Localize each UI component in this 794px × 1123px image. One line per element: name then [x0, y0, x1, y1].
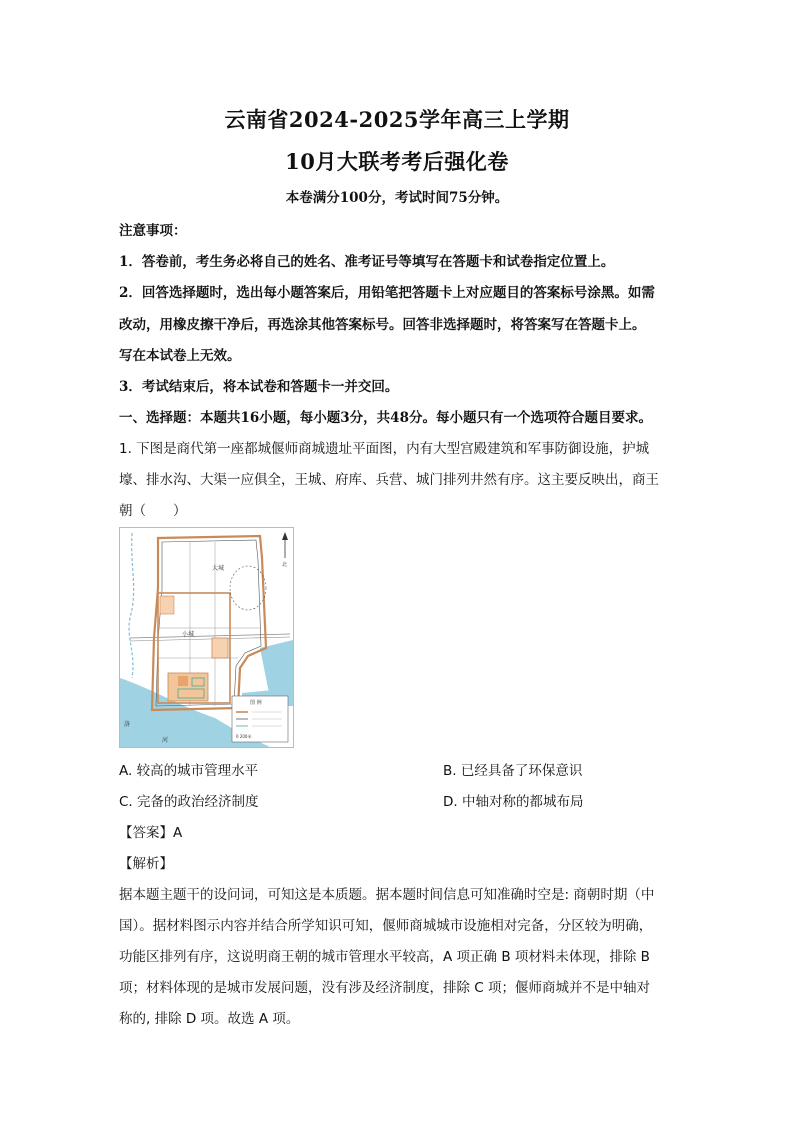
option-a[interactable]: A. 较高的城市管理水平 — [119, 763, 259, 779]
notes-item-2-line1: 2．回答选择题时，选出每小题答案后，用铅笔把答题卡上对应题目的答案标号涂黑。如需 — [119, 285, 655, 301]
analysis-line-5: 称的, 排除 D 项。故选 A 项。 — [119, 1011, 300, 1027]
analysis-line-4: 项；材料体现的是城市发展问题，没有涉及经济制度，排除 C 项；偃师商城并不是中轴对 — [119, 980, 651, 996]
exam-subtitle: 本卷满分100分，考试时间75分钟。 — [285, 190, 509, 206]
option-b[interactable]: B. 已经具备了环保意识 — [443, 763, 583, 779]
question-1-stem-line1: 1. 下图是商代第一座都城偃师商城遗址平面图，内有大型宫殿建筑和军事防御设施，护城 — [119, 441, 650, 457]
analysis-line-3: 功能区排列有序，这说明商王朝的城市管理水平较高，A 项正确 B 项材料未体现，排除 B — [119, 949, 650, 965]
legend-title: 图 例 — [250, 700, 262, 706]
map-label-north: 北 — [282, 562, 288, 568]
notes-item-2-line3: 写在本试卷上无效。 — [119, 348, 241, 364]
exam-title-line2: 10月大联考考后强化卷 — [285, 149, 509, 174]
map-label-river-2: 河 — [162, 737, 169, 744]
option-d[interactable]: D. 中轴对称的都城布局 — [443, 794, 584, 810]
palace-block — [178, 676, 188, 686]
question-1-stem-line3: 朝（ ） — [119, 503, 187, 519]
answer-label: 【答案】A — [119, 825, 183, 841]
notes-item-2-line2: 改动，用橡皮擦干净后，再选涂其他答案标号。回答非选择题时，将答案写在答题卡上。 — [119, 317, 646, 333]
analysis-line-2: 国）。据材料图示内容并结合所学知识可知，偃师商城城市设施相对完备，分区较为明确， — [119, 918, 653, 934]
site-plan-svg — [120, 528, 293, 747]
stream-line — [129, 533, 134, 678]
question-1-stem-line2: 壕、排水沟、大渠一应俱全，王城、府库、兵营、城门排列井然有序。这主要反映出，商王 — [119, 472, 659, 488]
north-arrow-head-icon — [282, 532, 288, 540]
legend-scale: 0 200米 — [236, 734, 252, 739]
analysis-heading: 【解析】 — [119, 856, 173, 872]
barracks-block — [160, 596, 174, 614]
notes-heading: 注意事项： — [119, 223, 187, 239]
exam-title-line1: 云南省2024-2025学年高三上学期 — [224, 107, 570, 132]
site-plan-map — [119, 527, 294, 748]
map-label-small-city: 小城 — [182, 631, 195, 638]
notes-item-3: 3．考试结束后，将本试卷和答题卡一并交回。 — [119, 379, 399, 395]
option-c[interactable]: C. 完备的政治经济制度 — [119, 794, 259, 810]
section-1-heading: 一、选择题：本题共16小题，每小题3分，共48分。每小题只有一个选项符合题目要求。 — [119, 410, 652, 426]
notes-item-1: 1．答卷前，考生务必将自己的姓名、准考证号等填写在答题卡和试卷指定位置上。 — [119, 254, 615, 270]
map-label-great-city: 大城 — [212, 565, 225, 572]
pond-outline — [230, 566, 266, 610]
analysis-line-1: 据本题主题干的设问词，可知这是本质题。据本题时间信息可知准确时空是: 商朝时期（中 — [119, 887, 655, 903]
map-label-river: 洛 — [124, 721, 131, 728]
storehouse-block — [212, 638, 228, 658]
